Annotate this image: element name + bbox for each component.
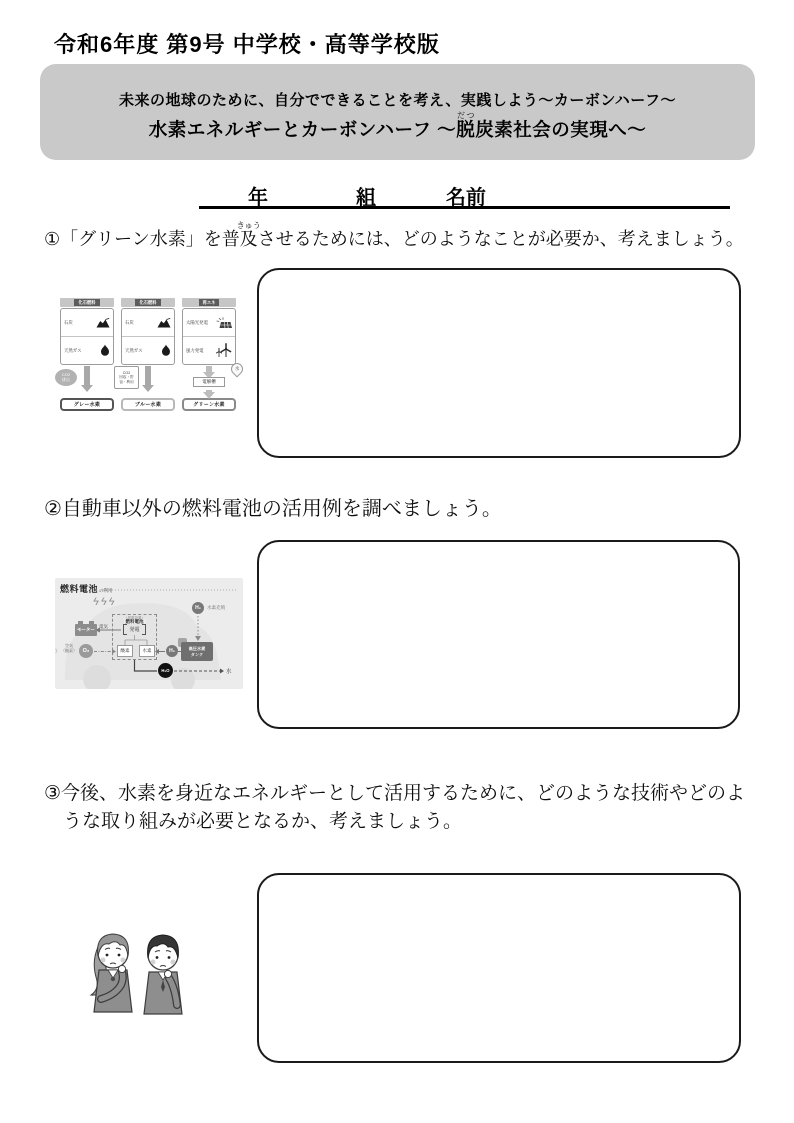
answer-box-1[interactable] bbox=[257, 268, 741, 458]
wind-turbine-icon bbox=[216, 343, 232, 358]
answer-box-3[interactable] bbox=[257, 873, 741, 1063]
fuel-cell-diagram bbox=[55, 578, 243, 689]
banner-title-ruby: 脱だつ bbox=[456, 110, 476, 140]
question-2: ②自動車以外の燃料電池の活用例を調べましょう。 bbox=[44, 498, 502, 520]
class-label: 組 bbox=[356, 187, 376, 209]
down-arrow bbox=[145, 366, 151, 385]
banner-title bbox=[149, 111, 646, 142]
question-3: ③今後、水素を身近なエネルギーとして活用するために、どのような技術やどのよ うな取り組みが必要となるか、考えましょう。 bbox=[44, 783, 746, 832]
flame-icon bbox=[100, 344, 110, 357]
fuel-cell-diagram-title: 燃料電池 の利用 bbox=[60, 584, 113, 594]
down-arrow bbox=[206, 366, 212, 372]
theme-banner bbox=[40, 64, 755, 160]
solar-panel-icon bbox=[215, 317, 232, 329]
motor-box: モーター bbox=[75, 624, 97, 636]
banner-title-post: 炭素社会の実現へ～ bbox=[475, 118, 647, 140]
hydrogen-types-diagram bbox=[56, 292, 240, 424]
blue-hydrogen-label: ブルー水素 bbox=[121, 398, 175, 411]
flame-icon bbox=[161, 344, 171, 357]
hydrogen-tank-box: 高圧水素 タンク bbox=[181, 642, 213, 661]
thinking-students-illustration bbox=[78, 915, 196, 1015]
column-header: 再エネ bbox=[182, 298, 236, 307]
answer-box-2[interactable] bbox=[257, 540, 740, 729]
banner-title-pre: 水素エネルギーとカーボンハーフ ～ bbox=[148, 118, 457, 140]
name-label: 名前 bbox=[446, 187, 486, 209]
fuel-cell-sublabel: （発電装置） bbox=[124, 616, 145, 620]
name-entry-line[interactable] bbox=[199, 182, 730, 209]
lightning-bolts-icon: ϟϟϟ bbox=[93, 596, 117, 608]
water-label: 水 bbox=[226, 669, 232, 675]
co2-capture-box: CO2 回収・貯留・利用 bbox=[114, 366, 139, 389]
coal-icon bbox=[96, 318, 110, 328]
gray-hydrogen-column: 化石燃料 石炭 天然ガス CO2 排出 グレー水素 bbox=[60, 298, 114, 411]
column-header: 化石燃料 bbox=[121, 298, 175, 307]
h2-supply-icon: H₂ bbox=[192, 602, 204, 614]
down-arrow bbox=[206, 390, 212, 392]
fuel-cell-label: 燃料電池 bbox=[125, 619, 144, 624]
blue-hydrogen-column: 化石燃料 石炭 天然ガス CO2 回収・貯留・利用 ブルー水素 bbox=[121, 298, 175, 411]
column-header: 化石燃料 bbox=[60, 298, 114, 307]
down-arrow bbox=[84, 366, 90, 385]
water-drop-icon: 水 bbox=[229, 361, 246, 378]
generation-label: 発電 bbox=[123, 624, 146, 635]
o2-icon: O₂ bbox=[79, 644, 93, 658]
electrolyzer-box: 電解槽 bbox=[193, 377, 225, 387]
electricity-label: 電気 bbox=[99, 624, 108, 629]
page-title: 令和6年度 第9号 中学校・高等学校版 bbox=[54, 32, 440, 57]
air-label: 空気 （酸素） bbox=[61, 643, 77, 654]
coal-icon bbox=[157, 318, 171, 328]
year-label: 年 bbox=[248, 187, 268, 209]
banner-subtitle: 未来の地球のために、自分でできることを考え、実践しよう～カーボンハーフ～ bbox=[118, 91, 677, 109]
green-hydrogen-label: グリーン水素 bbox=[182, 398, 236, 411]
green-hydrogen-column: 再エネ 太陽光発電 風力発電 水 電解槽 グリーン水素 bbox=[182, 298, 236, 411]
gray-hydrogen-label: グレー水素 bbox=[60, 398, 114, 411]
h2-icon: H₂ bbox=[166, 645, 178, 657]
oxygen-box: 酸素 bbox=[117, 645, 133, 657]
air-flow-marks: 》 bbox=[55, 649, 61, 655]
h2o-icon: H₂O bbox=[158, 663, 173, 678]
question-1: ①「グリーン水素」を普及きゅうさせるためには、どのようなことが必要か、考えましょう。 bbox=[44, 221, 744, 249]
hydrogen-box: 水素 bbox=[139, 645, 155, 657]
co2-emission-cloud: CO2 排出 bbox=[55, 369, 77, 386]
h2-fill-label: 水素充填 bbox=[207, 605, 225, 610]
